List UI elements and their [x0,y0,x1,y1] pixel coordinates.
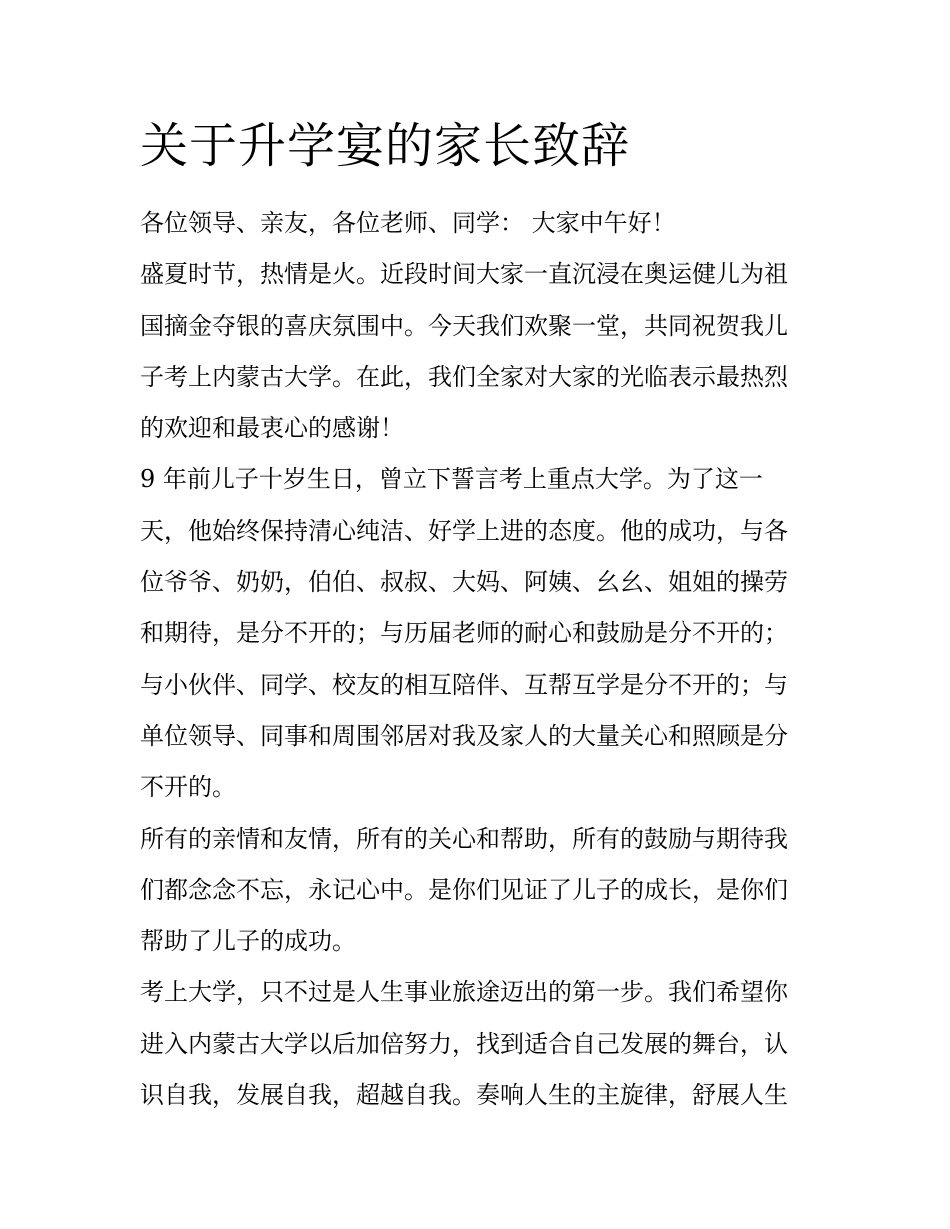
text-line: 位爷爷、奶奶，伯伯、叔叔、大妈、阿姨、幺幺、姐姐的操劳 [140,568,788,597]
text-line: 考上大学，只不过是人生事业旅途迈出的第一步。我们希望你 [140,978,788,1007]
text-line: 子考上内蒙古大学。在此，我们全家对大家的光临表示最热烈 [140,362,788,391]
text-line: 单位领导、同事和周围邻居对我及家人的大量关心和照顾是分 [140,721,788,750]
gratitude-paragraph [140,454,812,813]
text-line: 进入内蒙古大学以后加倍努力，找到适合自己发展的舞台，认 [140,1029,788,1058]
text-line: 所有的亲情和友情，所有的关心和帮助，所有的鼓励与期待我 [140,824,788,853]
text-line: 不开的。 [140,773,236,802]
text-line: 帮助了儿子的成功。 [140,927,356,956]
text-line: 和期待，是分不开的；与历届老师的耐心和鼓励是分不开的； [140,619,788,648]
text-line: 各位领导、亲友，各位老师、同学： 大家中午好！ [140,209,676,237]
opening-paragraph [140,249,812,454]
text-line: 识自我，发展自我，超越自我。奏响人生的主旋律，舒展人生 [140,1081,788,1110]
document-body [140,198,812,1121]
text-line: 的欢迎和最衷心的感谢！ [140,414,404,443]
text-line: 们都念念不忘，永记心中。是你们见证了儿子的成长，是你们 [140,875,788,904]
text-line: 国摘金夺银的喜庆氛围中。今天我们欢聚一堂，共同祝贺我儿 [140,311,788,340]
text-line: 9 年前儿子十岁生日，曾立下誓言考上重点大学。为了这一 [140,465,763,494]
remembrance-paragraph [140,814,812,968]
greeting-paragraph [140,198,812,249]
encouragement-paragraph [140,967,812,1121]
text-line: 天，他始终保持清心纯洁、好学上进的态度。他的成功，与各 [140,516,788,545]
text-line: 盛夏时节，热情是火。近段时间大家一直沉浸在奥运健儿为祖 [140,260,788,289]
text-line: 与小伙伴、同学、校友的相互陪伴、互帮互学是分不开的；与 [140,670,788,699]
document-title: 关于升学宴的家长致辞 [140,118,631,174]
